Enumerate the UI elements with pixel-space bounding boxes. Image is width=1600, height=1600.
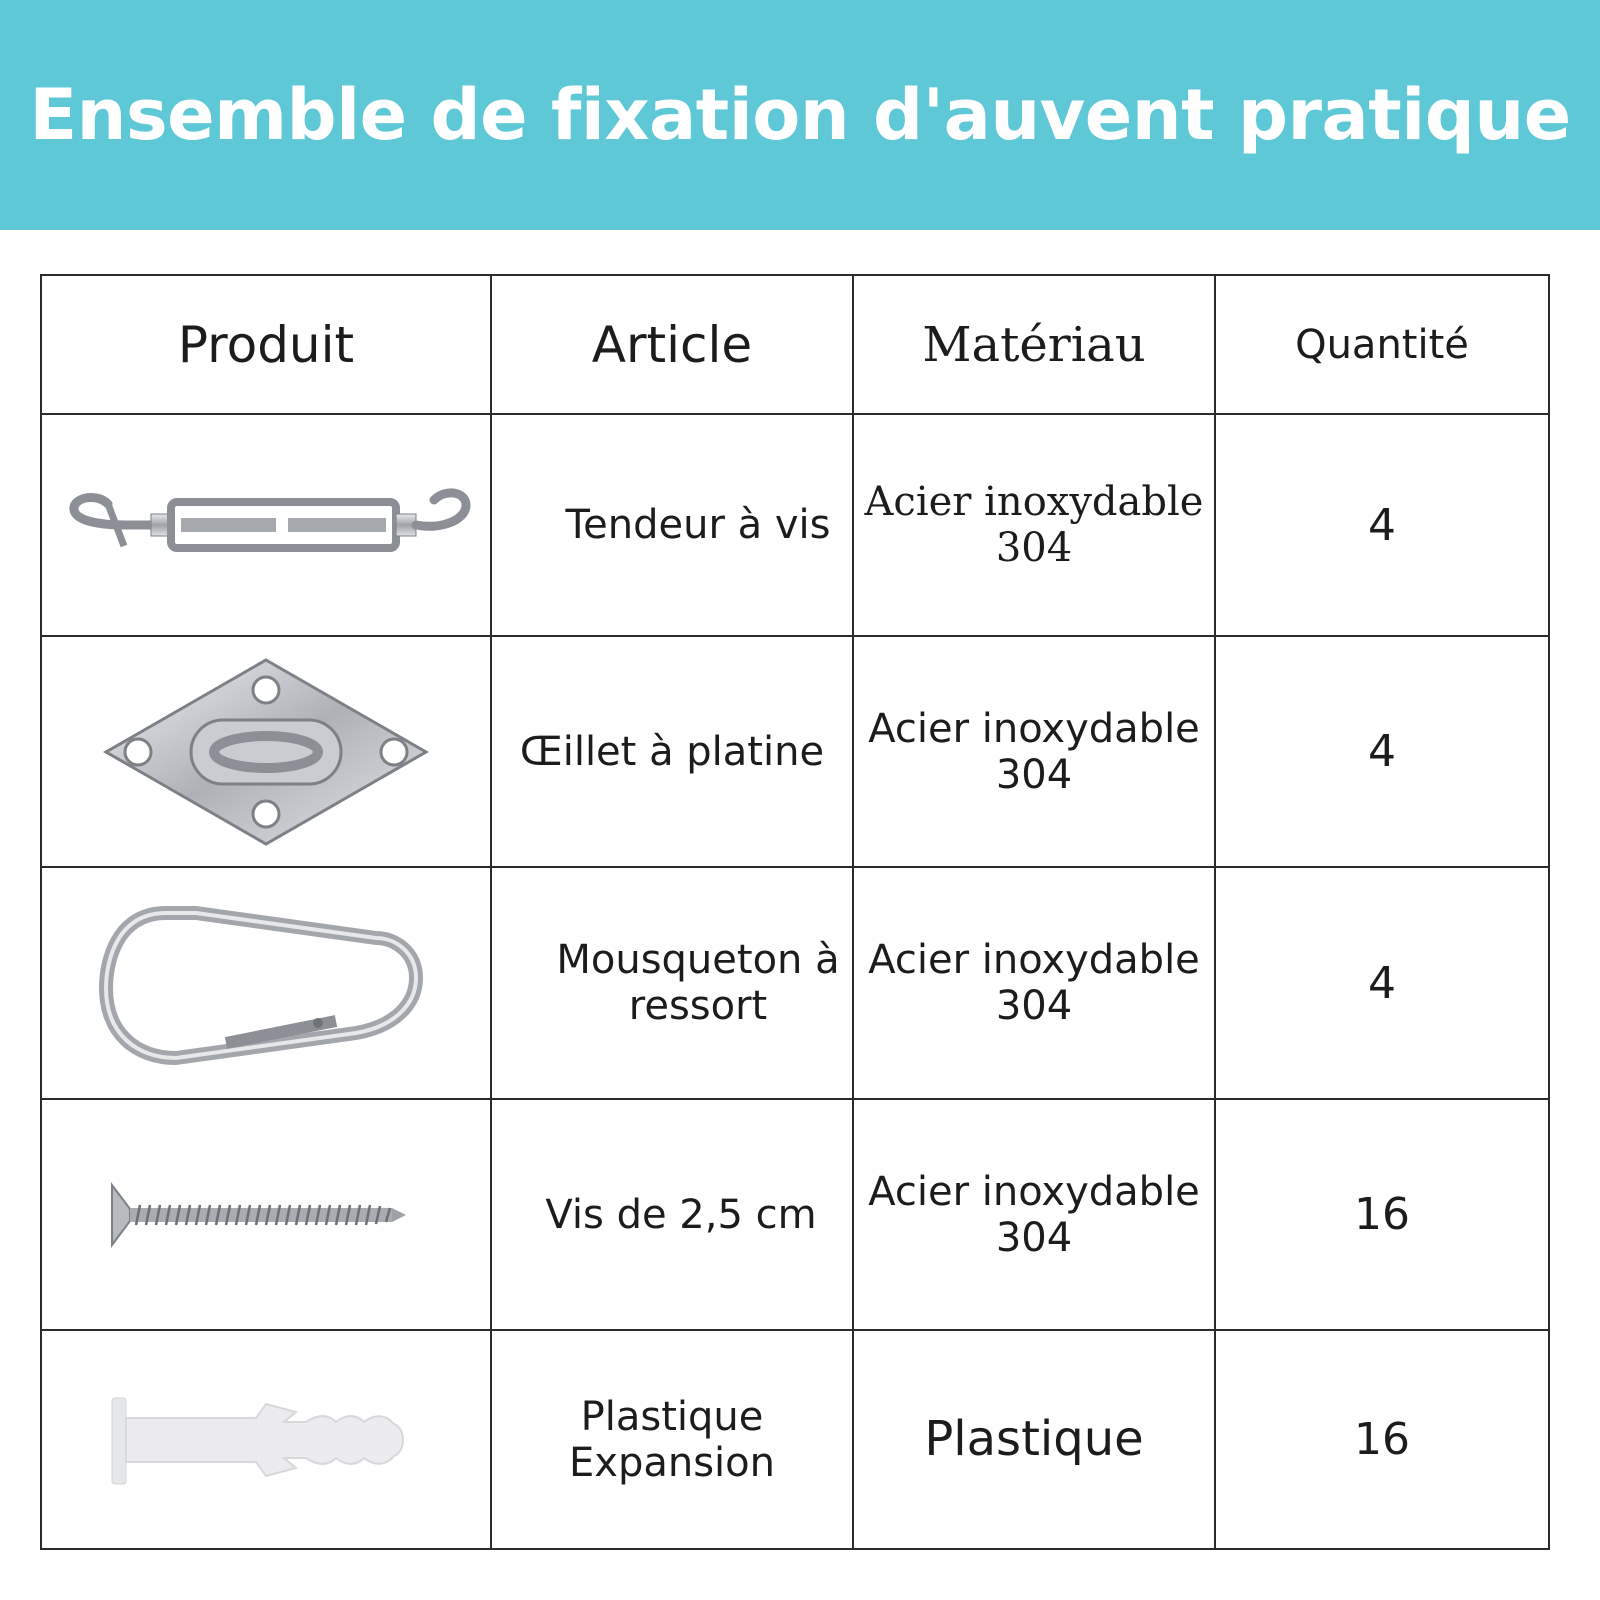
article-cell: Œillet à platine [491,636,853,867]
article-cell: Plastique Expansion [491,1330,853,1549]
header-product: Produit [41,275,491,414]
quantity-cell: 16 [1215,1330,1549,1549]
material-cell: Acier inoxydable 304 [853,636,1215,867]
quantity-cell: 4 [1215,867,1549,1099]
table-row [41,636,1549,867]
product-image-cell [41,636,491,867]
table-row [41,414,1549,636]
material-cell: Acier inoxydable 304 [853,1099,1215,1330]
product-image-cell [41,867,491,1099]
table-row [41,867,1549,1099]
screw-icon [106,1175,426,1255]
header-quantity: Quantité [1215,275,1549,414]
article-cell: Mousqueton à ressort [491,867,853,1099]
quantity-cell: 4 [1215,636,1549,867]
product-image-cell [41,1330,491,1549]
header-article: Article [491,275,853,414]
table-header-row [41,275,1549,414]
carabiner-icon [96,893,436,1073]
table-row [41,1330,1549,1549]
page-title: Ensemble de fixation d'auvent pratique [29,74,1571,156]
header-material: Matériau [853,275,1215,414]
material-cell: Plastique [853,1330,1215,1549]
turnbuckle-icon [56,480,476,570]
pad-eye-plate-icon [96,652,436,852]
article-cell: Tendeur à vis [491,414,853,636]
product-image-cell [41,1099,491,1330]
material-cell: Acier inoxydable 304 [853,414,1215,636]
table-row [41,1099,1549,1330]
quantity-cell: 16 [1215,1099,1549,1330]
material-cell: Acier inoxydable 304 [853,867,1215,1099]
product-image-cell [41,414,491,636]
title-banner [0,0,1600,230]
wall-plug-icon [106,1390,426,1490]
kit-contents-table [40,274,1550,1550]
article-cell: Vis de 2,5 cm [491,1099,853,1330]
quantity-cell: 4 [1215,414,1549,636]
